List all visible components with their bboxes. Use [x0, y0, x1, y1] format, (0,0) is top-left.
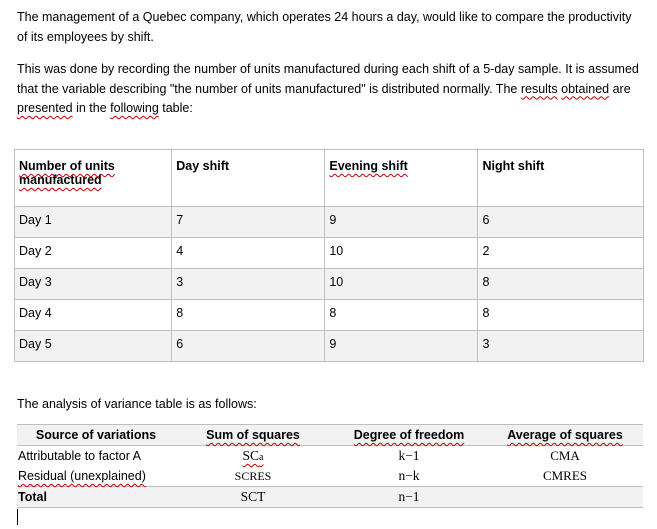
- p2-are: are: [609, 81, 631, 96]
- cell-night-shift: 2: [478, 238, 644, 269]
- anova-row-factor: [17, 446, 643, 467]
- header-sum-of-squares: [175, 425, 331, 446]
- source-residual-paren: (unexplained): [66, 469, 146, 483]
- ss-factor-a-text: [243, 448, 264, 463]
- row-label: Day 5: [15, 331, 172, 362]
- source-factor-a: Attributable to factor A: [18, 449, 141, 463]
- cell-night-shift: 8: [478, 300, 644, 331]
- header-night-shift: Night shift: [478, 150, 644, 207]
- cell-evening-shift: 10: [325, 238, 478, 269]
- anova-header-row: [17, 425, 643, 446]
- df-residual: n−k: [398, 468, 420, 483]
- intro-paragraph-1: The management of a Quebec company, which operates 24 hours a day, would like to compare the productivity of its employees by shift.: [17, 10, 632, 44]
- cell-night-shift: 3: [478, 331, 644, 362]
- row-label: Day 4: [15, 300, 172, 331]
- anova-row-total: [17, 487, 643, 508]
- p2-word-results: results: [520, 81, 558, 96]
- cell-day-shift: 6: [172, 331, 325, 362]
- table-row: [15, 238, 644, 269]
- df-factor-a: k−1: [398, 448, 420, 463]
- header-sum-label: Sum of squares: [206, 428, 300, 442]
- production-table-header-row: [15, 150, 644, 207]
- header-units-manufactured: [15, 150, 172, 207]
- row-label: Day 3: [15, 269, 172, 300]
- cell-evening-shift: 9: [325, 331, 478, 362]
- ss-residual: SCRES: [234, 468, 272, 483]
- ss-total: SCT: [175, 487, 331, 508]
- header-average-of-squares: [487, 425, 643, 446]
- header-source-of-variations: Source of variations: [17, 425, 175, 446]
- table-row: [15, 207, 644, 238]
- text-cursor: [17, 509, 18, 525]
- ms-factor-a: CMA: [550, 448, 580, 463]
- p2-end: table:: [158, 101, 193, 115]
- header-units-line2: manufactured: [19, 173, 102, 187]
- p2-word-obtained: obtained: [561, 81, 610, 96]
- table-row: [15, 300, 644, 331]
- ss-factor-a-sub: a: [259, 452, 264, 463]
- ss-factor-a: [175, 446, 331, 467]
- header-df-label: Degree of freedom: [353, 428, 465, 442]
- cell-day-shift: 3: [172, 269, 325, 300]
- cell-evening-shift: 8: [325, 300, 478, 331]
- header-evening-label: Evening shift: [329, 159, 408, 173]
- p2-in: in the: [72, 101, 111, 115]
- source-residual-word: Residual: [18, 469, 67, 483]
- cell-night-shift: 8: [478, 269, 644, 300]
- table-row: [15, 331, 644, 362]
- header-degree-of-freedom: [331, 425, 487, 446]
- p2-text-a: This was done by recording the number of units manufactured during each shift of a 5-day sample. It is assumed that the variable describing "the number of units manufactured" is distributed normally. The: [17, 62, 639, 96]
- cell-evening-shift: 10: [325, 269, 478, 300]
- row-label: Day 2: [15, 238, 172, 269]
- header-units-line1: Number of units: [19, 159, 115, 173]
- anova-intro: The analysis of variance table is as follows:: [17, 397, 257, 411]
- cell-day-shift: 8: [172, 300, 325, 331]
- anova-table: [17, 424, 643, 508]
- ms-residual: CMRES: [542, 468, 588, 483]
- source-total: Total: [17, 487, 175, 508]
- cell-night-shift: 6: [478, 207, 644, 238]
- df-total: n−1: [331, 487, 487, 508]
- ms-total: [487, 487, 643, 508]
- intro-paragraph-2: [17, 60, 642, 119]
- anova-row-residual: [17, 466, 643, 487]
- row-label: Day 1: [15, 207, 172, 238]
- source-residual: [17, 466, 175, 487]
- cell-day-shift: 7: [172, 207, 325, 238]
- production-table: [14, 149, 644, 362]
- header-evening-shift: [325, 150, 478, 207]
- cell-evening-shift: 9: [325, 207, 478, 238]
- p2-word-following: following: [110, 101, 159, 115]
- header-day-shift: Day shift: [172, 150, 325, 207]
- ss-factor-a-main: SC: [242, 448, 260, 463]
- table-row: [15, 269, 644, 300]
- p2-word-presented: presented: [17, 101, 73, 115]
- cell-day-shift: 4: [172, 238, 325, 269]
- header-ms-label: Average of squares: [507, 428, 623, 442]
